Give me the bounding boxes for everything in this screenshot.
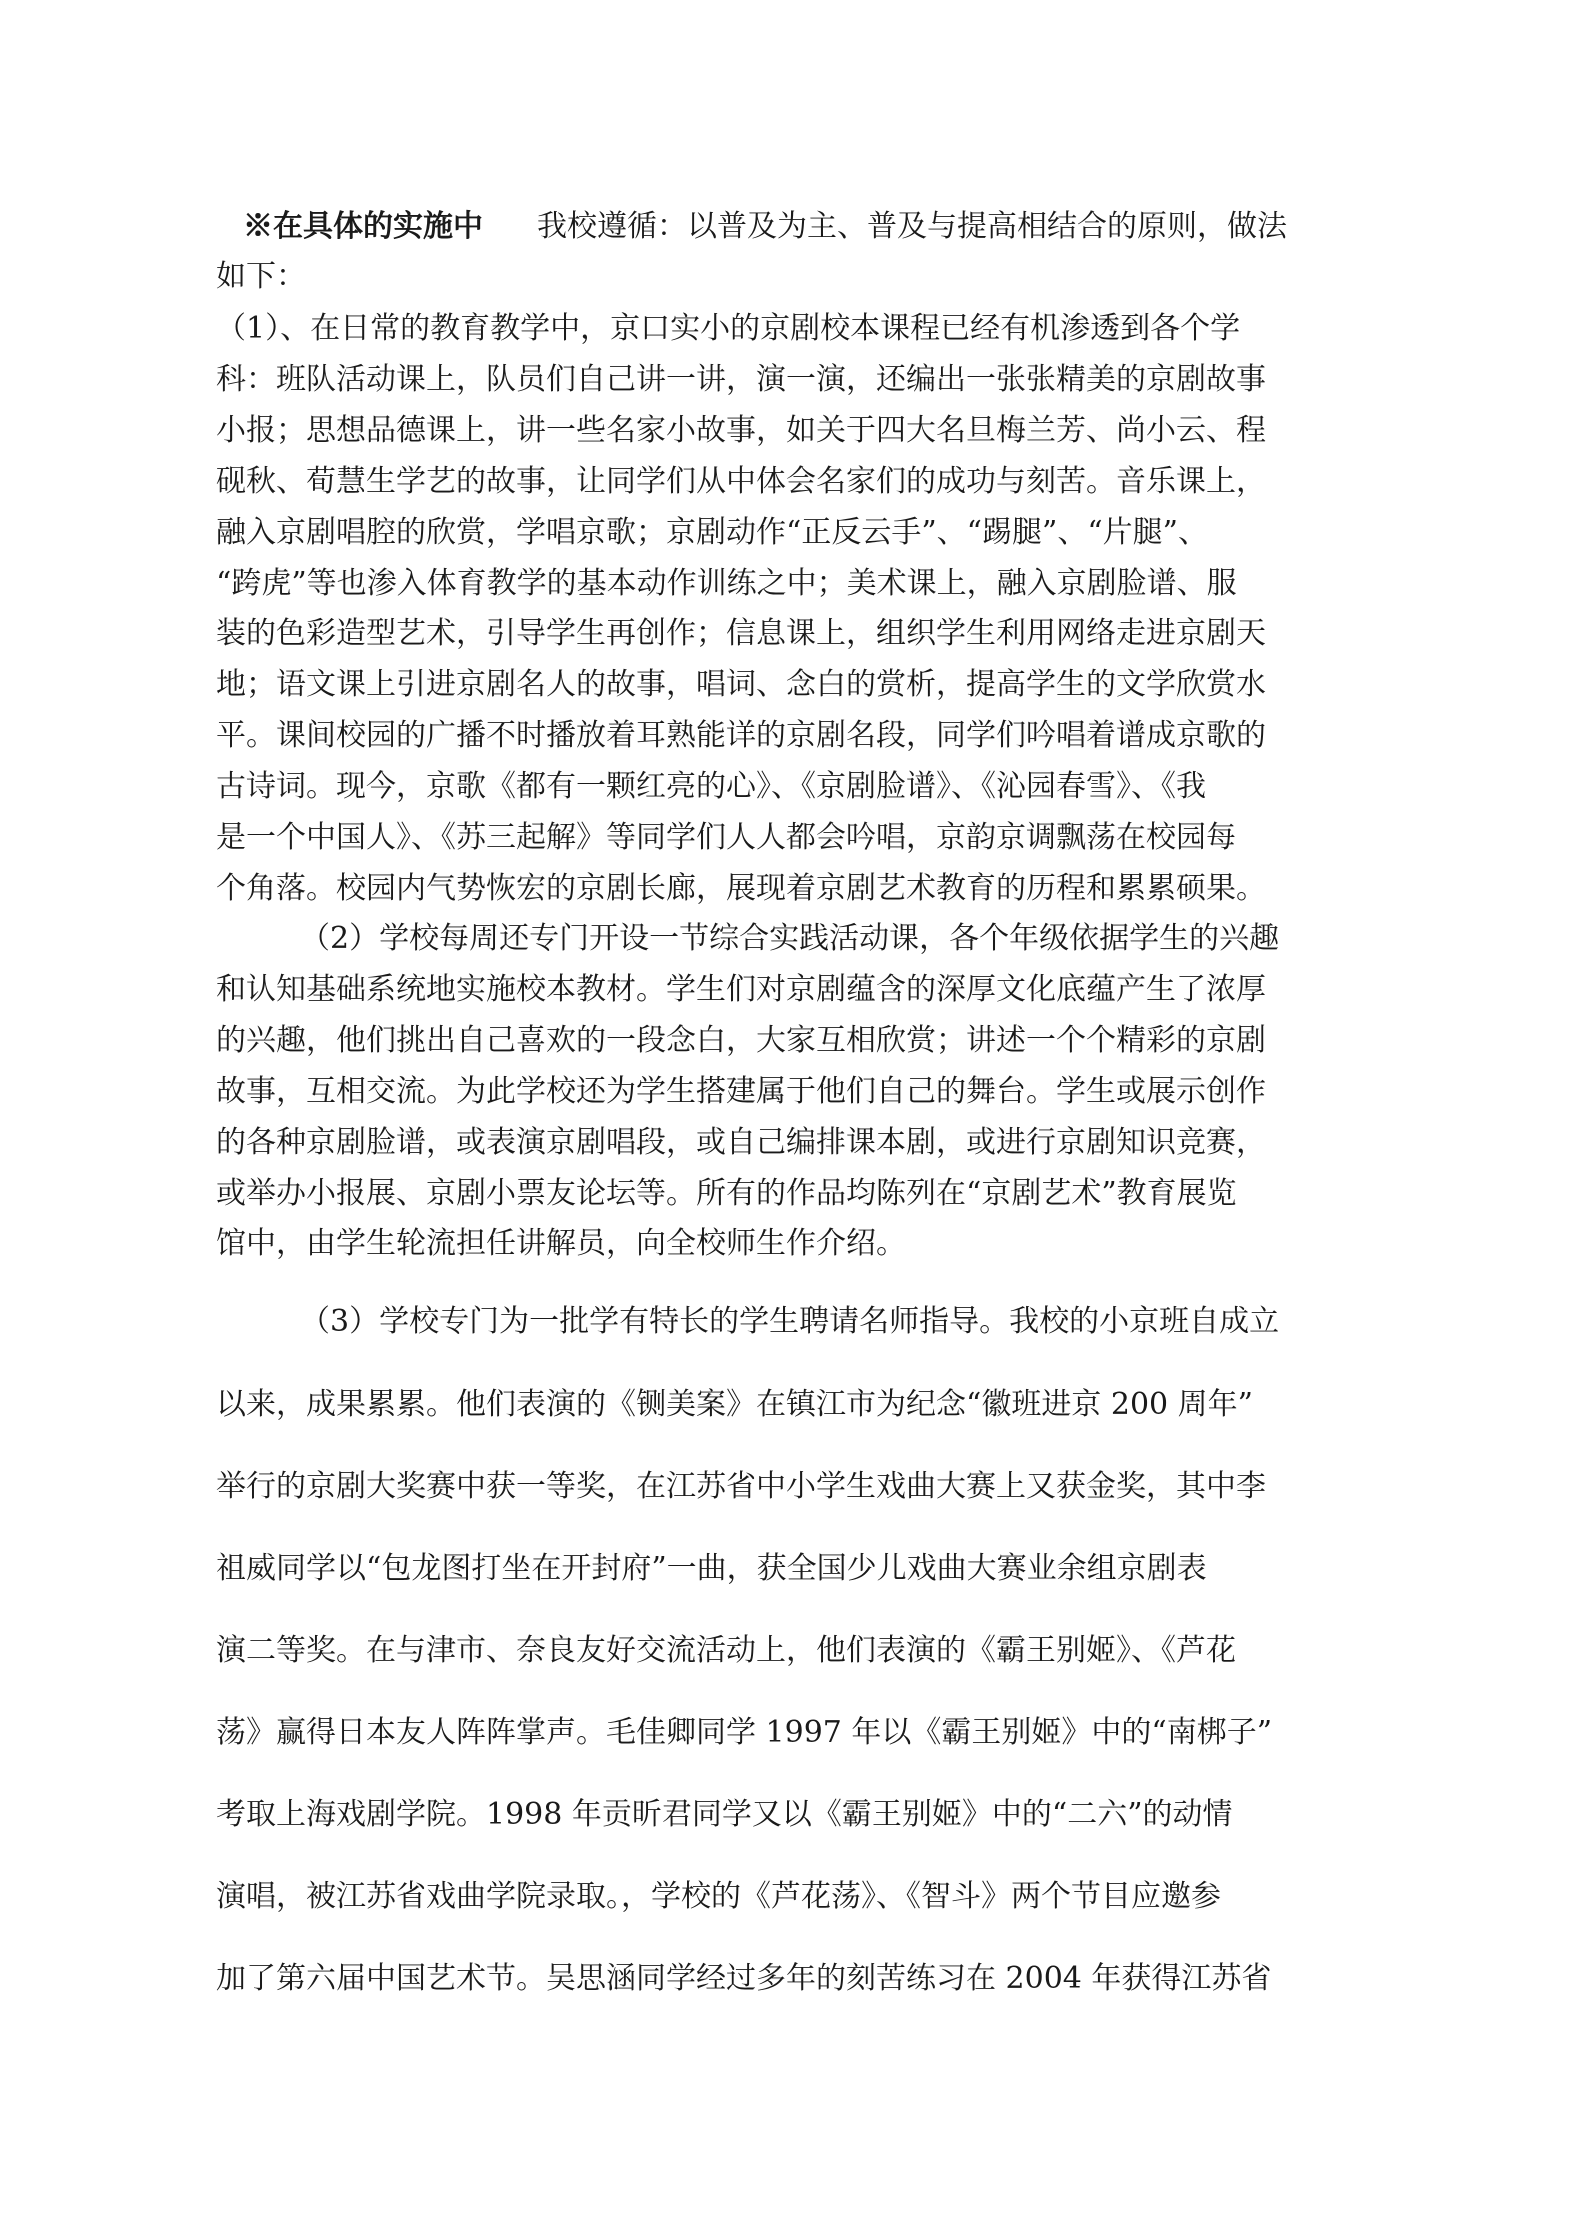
line-text: 故事，互相交流。为此学校还为学生搭建属于他们自己的舞台。学生或展示创作 [216,1074,1266,1109]
line-text: （2）学校每周还专门开设一节综合实践活动课，各个年级依据学生的兴趣 [300,921,1280,956]
paragraph-line [0,360,1584,400]
line-text: 的兴趣，他们挑出自己喜欢的一段念白，大家互相欣赏；讲述一个个精彩的京剧 [216,1023,1266,1058]
line-text: 的各种京剧脸谱，或表演京剧唱段，或自己编排课本剧，或进行京剧知识竞赛， [216,1125,1266,1160]
paragraph-line [0,1385,1584,1425]
line-text: 古诗词。现今，京歌《都有一颗红亮的心》、《京剧脸谱》、《沁园春雪》、《我 [216,769,1206,804]
paragraph-line [0,1467,1584,1507]
line-text: 祖威同学以“包龙图打坐在开封府”一曲，获全国少儿戏曲大赛业余组京剧表 [216,1551,1207,1586]
paragraph-line [0,1302,1584,1342]
paragraph-line [0,1021,1584,1061]
paragraph-line [0,257,1584,297]
line-text: 装的色彩造型艺术，引导学生再创作；信息课上，组织学生利用网络走进京剧天 [216,616,1266,651]
paragraph-line [0,513,1584,553]
section-heading: ※在具体的实施中 [243,209,483,244]
line-text: 小报；思想品德课上，讲一些名家小故事，如关于四大名旦梅兰芳、尚小云、程 [216,413,1266,448]
line-text: 平。课间校园的广播不时播放着耳熟能详的京剧名段，同学们吟唱着谱成京歌的 [216,718,1266,753]
paragraph-line [0,1123,1584,1163]
paragraph-line [0,665,1584,705]
paragraph-line [0,818,1584,858]
line-text: 融入京剧唱腔的欣赏，学唱京歌；京剧动作“正反云手”、“踢腿”、“片腿”、 [216,515,1209,550]
paragraph-line [0,1795,1584,1835]
paragraph-line [0,1959,1584,1999]
paragraph-line [0,462,1584,502]
paragraph-line [0,919,1584,959]
paragraph-line [0,564,1584,604]
line-text: 个角落。校园内气势恢宏的京剧长廊，展现着京剧艺术教育的历程和累累硕果。 [216,871,1266,906]
line-text: 和认知基础系统地实施校本教材。学生们对京剧蕴含的深厚文化底蕴产生了浓厚 [216,972,1266,1007]
line-text: 馆中，由学生轮流担任讲解员，向全校师生作介绍。 [216,1226,906,1261]
line-text: 地；语文课上引进京剧名人的故事，唱词、念白的赏析，提高学生的文学欣赏水 [216,667,1266,702]
paragraph-line [0,411,1584,451]
line-text: 我校遵循：以普及为主、普及与提高相结合的原则，做法 [537,209,1287,244]
line-text: 荡》赢得日本友人阵阵掌声。毛佳卿同学 1997 年以《霸王别姬》中的“南梆子” [216,1715,1273,1750]
line-text: 演唱，被江苏省戏曲学院录取。，学校的《芦花荡》、《智斗》两个节目应邀参 [216,1879,1221,1914]
paragraph-line [0,1072,1584,1112]
paragraph-line [0,716,1584,756]
line-text: （3）学校专门为一批学有特长的学生聘请名师指导。我校的小京班自成立 [300,1304,1280,1339]
paragraph-line [0,1631,1584,1671]
paragraph-line [0,767,1584,807]
paragraph-line [0,869,1584,909]
line-text: 以来，成果累累。他们表演的《铡美案》在镇江市为纪念“徽班进京 200 周年” [216,1387,1254,1422]
paragraph-line [0,1174,1584,1214]
line-text: 考取上海戏剧学院。1998 年贡昕君同学又以《霸王别姬》中的“二六”的动情 [216,1797,1233,1832]
line-text: 加了第六届中国艺术节。吴思涵同学经过多年的刻苦练习在 2004 年获得江苏省 [216,1961,1272,1996]
paragraph-line [0,309,1584,349]
line-text: 如下： [216,259,306,294]
paragraph-line [0,1549,1584,1589]
line-text: 演二等奖。在与津市、奈良友好交流活动上，他们表演的《霸王别姬》、《芦花 [216,1633,1236,1668]
paragraph-line [0,614,1584,654]
paragraph-line [0,1224,1584,1264]
paragraph-line [0,1877,1584,1917]
line-text: “跨虎”等也渗入体育教学的基本动作训练之中；美术课上，融入京剧脸谱、服 [216,566,1237,601]
paragraph-line [0,1713,1584,1753]
line-text: 科：班队活动课上，队员们自己讲一讲，演一演，还编出一张张精美的京剧故事 [216,362,1266,397]
paragraph-line [0,207,1584,247]
paragraph-line [0,970,1584,1010]
line-text: 是一个中国人》、《苏三起解》等同学们人人都会吟唱，京韵京调飘荡在校园每 [216,820,1236,855]
line-text: 举行的京剧大奖赛中获一等奖，在江苏省中小学生戏曲大赛上又获金奖，其中李 [216,1469,1266,1504]
line-text: 或举办小报展、京剧小票友论坛等。所有的作品均陈列在“京剧艺术”教育展览 [216,1176,1237,1211]
line-text: （1）、在日常的教育教学中，京口实小的京剧校本课程已经有机渗透到各个学 [216,311,1241,346]
line-text: 砚秋、荀慧生学艺的故事，让同学们从中体会名家们的成功与刻苦。音乐课上， [216,464,1266,499]
